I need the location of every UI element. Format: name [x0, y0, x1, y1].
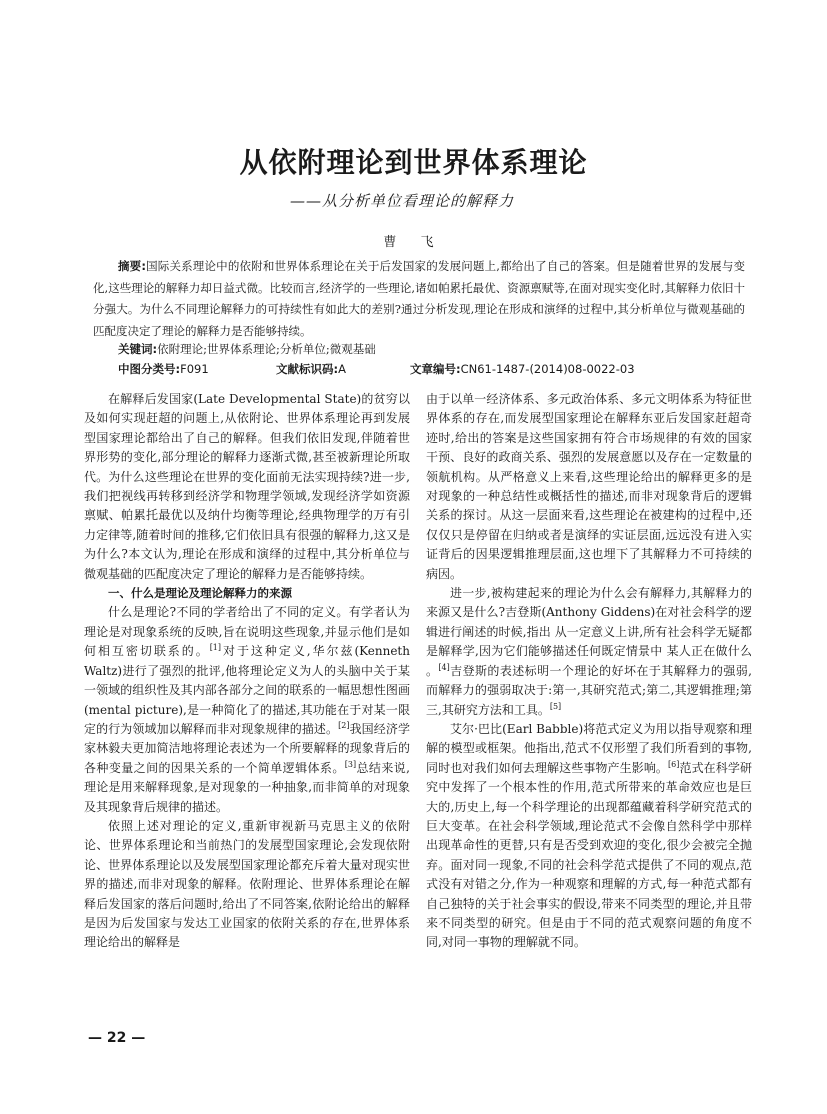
citation: [4]	[438, 662, 450, 672]
citation: [6]	[668, 759, 680, 769]
keywords	[118, 341, 376, 357]
author-name: 曹 飞	[383, 235, 444, 250]
review-paragraph: 依照上述对理论的定义,重新审视新马克思主义的依附论、世界体系理论和当前热门的发展型国家理论,会发现依附论、世界体系理论以及发展型国家理论都充斥着大量对现实世界的描述,而非对现象的解释。依附理论、世界体系理论在解释后发国家的落后问题时,给出了不同答案,依附论给出的解释是因为后发国家与发达工业国家的依附关系的存在,世界体系理论给出的解释是	[84, 818, 410, 950]
section-heading: 一、什么是理论及理论解释力的来源	[108, 586, 292, 601]
continued-paragraph: 由于以单一经济体系、多元政治体系、多元文明体系为特征世界体系的存在,而发展型国家理论在解释东亚后发国家赶超奇迹时,给出的答案是这些国家拥有符合市场规律的有效的国家干预、良好的政商关系、强烈的发展意愿以及存在一定数量的领航机构。从严格意义上来看,这些理论给出的解释更多的是对现象的一种总结性或概括性的描述,而非对现象背后的逻辑关系的探讨。从这一层面来看,这些理论在被建构的过程中,还仅仅只是停留在归纳或者是演绎的实证层面,远远没有进入实证背后的因果逻辑推理层面,这也埋下了其解释力不可持续的病因。	[426, 392, 752, 581]
article-no-value: CN61-1487-(2014)08-0022-03	[460, 362, 635, 376]
giddens-paragraph	[426, 584, 752, 720]
intro-paragraph: 在解释后发国家(Late Developmental State)的贫穷以及如何实现赶超的问题上,从依附论、世界体系理论再到发展型国家理论都给出了自己的解释。但我们依旧发现,伴随着世界形势的变化,部分理论的解释力逐渐式微,甚至被新理论所取代。为什么这些理论在世界的变化面前无法实现持续?进一步,我们把视线再转移到经济学和物理学领域,发现经济学如资源禀赋、帕累托最优以及纳什均衡等理论,经典物理学的万有引力定律等,随着时间的推移,它们依旧具有很强的解释力,这又是为什么?本文认为,理论在形成和演绎的过程中,其分析单位与微观基础的匹配度决定了理论的解释力是否能够持续。	[84, 392, 410, 581]
paradigm-paragraph	[426, 720, 752, 953]
text-run: 艾尔·巴比(Earl Babble)将范式定义为用以指导观察和理解的模型或框架。他指出,范式不仅形塑了我们所看到的事物,同时也对我们如何去理解这些事物产生影响。	[426, 721, 752, 775]
abstract-label: 摘要:	[118, 259, 146, 273]
theory-paragraph	[84, 603, 410, 816]
abstract-text: 国际关系理论中的依附和世界体系理论在关于后发国家的发展问题上,都给出了自己的答案。但是随着世界的发展与变化,这些理论的解释力却日益式微。比较而言,经济学的一些理论,诸如帕累托最优、资源禀赋等,在面对现实变化时,其解释力依旧十分强大。为什么不同理论解释力的可持续性有如此大的差别?通过分析发现,理论在形成和演绎的过程中,其分析单位与微观基础的匹配度决定了理论的解释力是否能够持续。	[93, 259, 745, 338]
clc-label: 中图分类号:	[118, 362, 181, 376]
doc-code-value: A	[338, 362, 346, 376]
citation: [3]	[344, 759, 357, 769]
citation: [2]	[338, 720, 350, 730]
doc-code-label: 文献标识码:	[276, 362, 339, 376]
right-column	[426, 390, 752, 953]
article-no-info	[410, 361, 635, 377]
text-run: 吉登斯的表述标明一个理论的好坏在于其解释力的强弱,而解释力的强弱取决于:第一,其研究范式;第二,其逻辑推理;第三,其研究方法和工具。	[426, 663, 752, 717]
text-run: 进一步,被构建起来的理论为什么会有解释力,其解释力的来源又是什么?吉登斯(Anthony Giddens)在对社会科学的逻辑进行阐述的时候,指出 从一定意义上讲,所有社会科学无疑都是解释学,因为它们能够描述任何既定情景中 某人正在做什么 。	[426, 586, 752, 678]
text-run: 对于这种定义,华尔兹(Kenneth Waltz)进行了强烈的批评,他将理论定义为人的头脑中关于某一领域的组织性及其内部各部分之间的联系的一幅思想性图画(mental picture),是一种简化了的描述,其功能在于对某一限定的行为领域加以解释而非对现象规律的描述。	[84, 644, 410, 736]
left-column	[84, 390, 410, 953]
citation: [1]	[209, 643, 222, 653]
keywords-text: 依附理论;世界体系理论;分析单位;微观基础	[157, 342, 376, 356]
abstract	[93, 256, 745, 342]
page-number: — 22 —	[88, 1030, 146, 1046]
clc-value: F091	[180, 362, 209, 376]
keywords-label: 关键词:	[118, 342, 158, 356]
paper-title: 从依附理论到世界体系理论	[239, 146, 588, 179]
text-run: 总结来说,理论是用来解释现象,是对现象的一种抽象,而非简单的对现象及其现象背后规律的描述。	[84, 760, 410, 814]
clc-info	[118, 361, 209, 377]
paper-subtitle: ——从分析单位看理论的解释力	[290, 192, 515, 210]
article-no-label: 文章编号:	[410, 362, 461, 376]
text-run: 什么是理论?不同的学者给出了不同的定义。有学者认为理论是对现象系统的反映,旨在说明这些现象,并显示他们是如何相互密切联系的。	[84, 605, 410, 659]
citation: [5]	[549, 701, 562, 711]
text-run: 我国经济学家林毅夫更加简洁地将理论表述为一个所要解释的现象背后的各种变量之间的因果关系的一个简单逻辑体系。	[84, 721, 410, 775]
doc-code-info	[276, 361, 346, 377]
text-run: 范式在科学研究中发挥了一个根本性的作用,范式所带来的革命效应也是巨大的,历史上,每一个科学理论的出现都蕴藏着科学研究范式的巨大变革。在社会科学领域,理论范式不会像自然科学中那样出现革命性的更替,只有是否受到欢迎的变化,很少会被完全抛弃。面对同一现象,不同的社会科学范式提供了不同的观点,范式没有对错之分,作为一种观察和理解的方式,每一种范式都有自己独特的关于社会事实的假设,带来不同类型的理论,并且带来不同类型的研究。但是由于不同的范式观察问题的角度不同,对同一事物的理解就不同。	[426, 760, 752, 950]
